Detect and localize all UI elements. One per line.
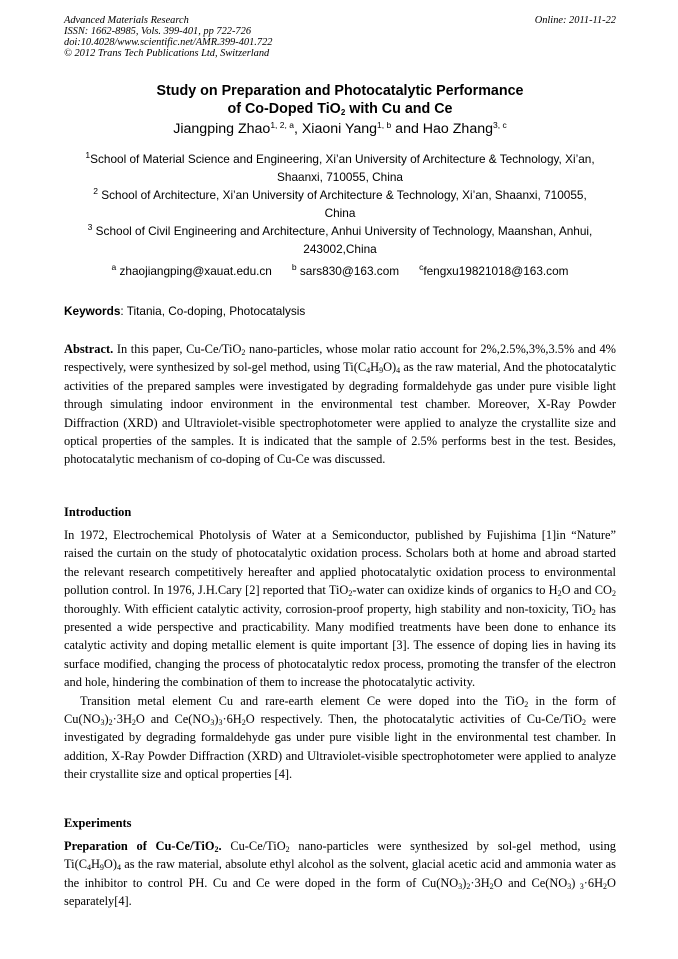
affiliation-3: $^3$ School of Civil Engineering and Architecture, Anhui University of Technology, Maanshan, Anhui, 243002,China	[87, 222, 593, 256]
intro-paragraph-1: In 1972, Electrochemical Photolysis of Water at a Semiconductor, published by Fujishima [1]in “Nature” raised the curtain on the study of photocatalytic oxidation process. Scholars both at home and abroad started the relevant research competitively hereafter and applied photocatalytic oxidation process to environmental pollution control. In 1976, J.H.Cary [2] reported that TiO$_2$-water can oxidize kinds of organics to $H_2O$ and $CO_2$ thoroughly. With efficient catalytic activity, corrosion-proof property, high stability and non-toxicity, TiO$_2$ has presented a wide perspective and practicability. Many modified treatments have been done to enhance its catalytic activity and doping metallic element is quite important [3]. The essence of doping lies in having its surface modified, changing the process of photocatalytic redox process, promoting the transfer of the electron and hole, hindering the combination of them to increase the photocatalytic activity.	[64, 528, 617, 690]
doi-line: doi:10.4028/www.scientific.net/AMR.399-401.722	[64, 37, 273, 48]
introduction-heading: Introduction	[64, 505, 132, 519]
preparation-label: Preparation of Cu-Ce/TiO$_2$.	[64, 839, 222, 854]
introduction-body	[64, 526, 616, 784]
title-line-2: of Co-Doped TiO$_2$ with Cu and Ce	[227, 101, 453, 117]
author-1: Jiangping Zhao	[173, 121, 271, 137]
keywords-label: Keywords	[64, 304, 121, 318]
email-c[interactable]: fengxu19821018@163.com	[423, 264, 569, 278]
journal-name: Advanced Materials Research	[64, 15, 189, 26]
issn-line: ISSN: 1662-8985, Vols. 399-401, pp 722-726	[64, 26, 252, 37]
email-a[interactable]: zhaojiangping@xauat.edu.cn	[116, 264, 272, 278]
author-list: Jiangping Zhao$^{1, 2, a}$, Xiaoni Yang$^{1, b}$ and Hao Zhang$^{3, c}$	[173, 120, 507, 137]
keywords-text: : Titania, Co-doping, Photocatalysis	[120, 304, 306, 318]
experiments-heading: Experiments	[64, 816, 132, 830]
copyright-line: © 2012 Trans Tech Publications Ltd, Switzerland	[64, 48, 270, 59]
abstract-label: Abstract.	[64, 342, 114, 356]
email-b[interactable]: sars830@163.com	[296, 264, 400, 278]
email-list: $^a$ zhaojiangping@xauat.edu.cn $^b$ sars830@163.com $^c$fengxu19821018@163.com	[111, 262, 569, 278]
paper-title	[64, 82, 616, 118]
journal-header	[64, 15, 616, 59]
affiliation-2: $^2$ School of Architecture, Xi’an University of Architecture & Technology, Xi’an, Shaanxi, 710055, China	[93, 186, 587, 220]
abstract: Abstract. In this paper, Cu-Ce/TiO$_2$ nano-particles, whose molar ratio account for 2%,2.5%,3%,3.5% and 4% respectively, were synthesized by sol-gel method, using $Ti(C_4H_9O)_4$ as the raw material, And the photocatalytic activities of the prepared samples were investigated by degrading formaldehyde gas under pure visible light through simulating indoor environment in the environmental test chamber. Moreover, X-Ray Powder Diffraction (XRD) and Ultraviolet-visible spectrophotometer were applied to analyze the crystallite size and optical properties of the samples. It is indicated that the sample of 2.5% performs best in the test. Besides, photocatalytic mechanism of co-doping of Cu-Ce was discussed.	[64, 342, 616, 467]
online-date: Online: 2011-11-22	[534, 15, 616, 26]
author-3: and Hao Zhang	[391, 121, 493, 137]
keywords	[64, 302, 616, 320]
experiments-body: Preparation of Cu-Ce/TiO$_2$. Cu-Ce/TiO$_2$ nano-particles were synthesized by sol-gel method, using $Ti(C_4H_9O)_4$ as the raw material, absolute ethyl alcohol as the solvent, glacial acetic acid and ammonia water as the inhibitor to control PH. Cu and Ce were doped in the form of $Cu(NO_3)_2\cdot 3H_2O$ and $Ce(NO_3)$ $_3\cdot 6H_2O$ separately[4].	[64, 839, 616, 909]
intro-paragraph-2: Transition metal element Cu and rare-earth element Ce were doped into the TiO$_2$ in the form of $Cu(NO_3)_2\cdot 3H_2O$ and $Ce(NO_3)_3\cdot 6H_2O$ respectively. Then, the photocatalytic activities of Cu-Ce/TiO$_2$ were investigated by degrading formaldehyde gas under pure visible light in the environmental test chamber. In addition, X-Ray Powder Diffraction (XRD) and Ultraviolet-visible spectrophotometer were applied to analyze their crystallite size and optical properties [4].	[64, 693, 617, 782]
title-line-1: Study on Preparation and Photocatalytic Performance	[156, 83, 524, 99]
author-2: , Xiaoni Yang	[293, 121, 378, 137]
affiliation-1: $^1$School of Material Science and Engineering, Xi’an University of Architecture & Technology, Xi’an, Shaanxi, 710055, China	[85, 150, 595, 184]
